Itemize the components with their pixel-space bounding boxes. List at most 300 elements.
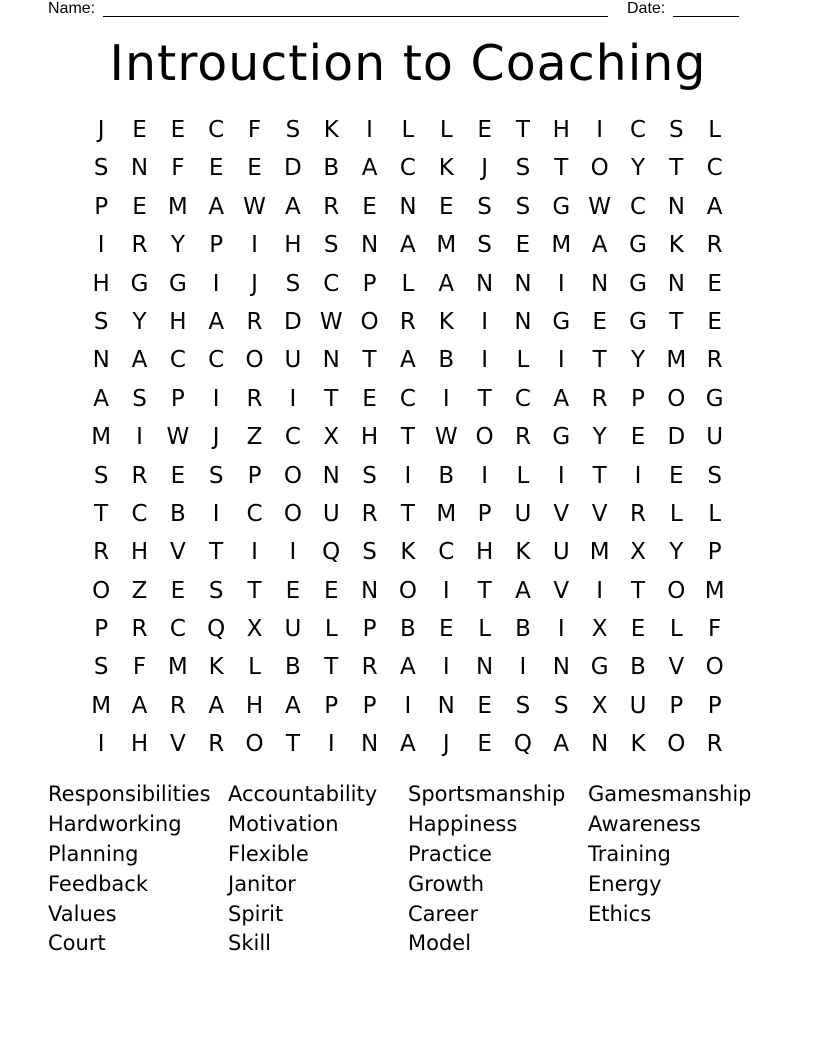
grid-letter: T [669,308,684,335]
grid-letter: R [706,232,723,259]
grid-letter: B [515,616,531,643]
grid-letter: I [251,539,258,566]
grid-letter: E [477,117,492,143]
grid-letter: N [437,692,455,719]
grid-letter: N [591,270,609,297]
word-bank-item: Model [408,931,472,956]
grid-letter: I [366,117,373,143]
grid-letter: L [439,117,453,143]
grid-letter: M [589,539,610,566]
grid-letter: I [557,270,565,297]
grid-row [82,572,734,610]
grid-letter: E [362,193,377,220]
grid-letter: M [436,232,457,259]
grid-letter: S [362,539,377,566]
word-bank-item: Accountability [228,782,378,806]
grid-letter: H [130,731,149,758]
grid-letter: Z [246,424,263,451]
grid-letter: B [438,347,455,374]
grid-letter: O [667,577,686,604]
grid-letter: M [91,424,112,451]
word-bank-item: Practice [408,841,492,866]
word-bank-item: Spirit [228,901,284,926]
grid-letter: I [136,424,143,451]
date-blank-line [673,0,739,17]
grid-letter: E [592,308,607,335]
grid-letter: E [247,155,262,182]
grid-letter: G [168,270,187,297]
grid-letter: I [557,347,565,374]
grid-letter: C [169,616,186,643]
grid-letter: E [132,117,147,143]
grid-letter: A [515,577,531,604]
grid-letter: L [401,270,415,297]
grid-letter: J [97,117,105,143]
grid-letter: L [516,462,530,489]
grid-letter: W [243,193,266,220]
grid-letter: I [596,117,604,143]
grid-letter: Y [132,308,147,335]
grid-letter: P [209,232,224,259]
grid-letter: R [361,500,378,527]
grid-letter: N [476,270,494,297]
grid-letter: V [553,577,570,604]
grid-letter: O [283,462,302,489]
grid-letter: I [212,270,220,297]
grid-letter: N [591,731,609,758]
grid-letter: M [666,347,687,374]
grid-letter: X [630,539,646,566]
grid-row [82,188,734,226]
date-label: Date: [627,0,666,17]
grid-letter: E [707,308,722,335]
grid-letter: A [285,692,301,719]
grid-letter: A [553,385,570,412]
grid-letter: H [552,117,570,143]
grid-letter: L [708,117,722,143]
grid-letter: A [93,385,110,412]
grid-row [82,457,734,495]
grid-letter: R [131,462,148,489]
grid-letter: E [132,193,147,220]
grid-letter: M [167,654,188,681]
grid-letter: R [514,424,531,451]
grid-letter: H [92,270,110,297]
grid-letter: N [514,270,532,297]
grid-letter: C [208,117,225,143]
grid-letter: K [668,232,684,259]
grid-letter: G [552,424,571,451]
grid-letter: I [251,232,258,259]
word-bank-item: Happiness [408,811,518,836]
grid-letter: I [442,577,450,604]
grid-letter: G [590,654,609,681]
grid-letter: O [283,500,302,527]
grid-letter: E [285,577,301,604]
grid-letter: E [630,424,646,451]
grid-letter: S [707,462,722,489]
grid-letter: A [400,731,416,758]
word-bank-item: Sportsmanship [408,782,566,806]
grid-letter: C [169,347,186,374]
grid-letter: K [438,308,454,335]
grid-letter: S [515,692,531,719]
grid-letter: Q [207,616,226,643]
grid-letter: U [706,424,724,451]
word-bank-item: Growth [408,871,485,896]
grid-letter: Y [630,347,646,374]
grid-letter: T [592,462,607,489]
grid-letter: X [246,616,263,643]
grid-letter: R [706,347,723,374]
grid-letter: A [208,692,225,719]
grid-letter: H [169,308,187,335]
grid-letter: E [362,385,377,412]
grid-row [82,303,734,341]
grid-letter: R [169,692,186,719]
grid-letter: O [245,731,264,758]
grid-letter: M [91,692,112,719]
grid-letter: A [400,232,416,259]
grid-letter: M [167,193,188,220]
word-bank-item: Responsibilities [48,782,211,806]
header-row [0,0,816,20]
grid-letter: A [131,692,148,719]
grid-letter: T [400,424,415,451]
grid-letter: C [399,155,416,182]
grid-letter: K [630,731,646,758]
word-bank-item: Court [48,931,106,956]
grid-letter: A [285,193,301,220]
grid-letter: H [284,232,302,259]
grid-letter: A [553,731,570,758]
grid-letter: E [707,270,722,297]
grid-letter: T [630,577,646,604]
grid-letter: I [481,308,488,335]
grid-letter: E [630,616,646,643]
grid-letter: U [629,692,647,719]
grid-letter: S [93,654,109,681]
grid-letter: T [247,577,262,604]
grid-letter: S [669,117,684,143]
grid-letter: B [285,654,301,681]
grid-letter: S [515,155,531,182]
grid-letter: J [442,731,450,758]
grid-letter: T [324,385,339,412]
grid-letter: N [667,270,685,297]
grid-letter: J [212,424,220,451]
grid-letter: H [475,539,494,566]
grid-letter: R [93,539,110,566]
grid-letter: A [400,347,416,374]
grid-letter: F [171,155,185,182]
grid-letter: A [131,347,148,374]
grid-letter: M [704,577,725,604]
grid-letter: C [399,385,416,412]
grid-letter: U [322,500,340,527]
grid-letter: G [130,270,149,297]
grid-letter: W [166,424,190,451]
grid-letter: V [553,500,570,527]
grid-letter: T [285,731,300,758]
grid-letter: B [323,155,340,182]
grid-letter: E [438,193,454,220]
grid-letter: O [590,155,609,182]
grid-letter: S [93,308,109,335]
grid-letter: R [246,308,263,335]
grid-letter: A [208,308,225,335]
grid-letter: N [92,347,110,374]
grid-letter: A [706,193,723,220]
grid-letter: N [476,654,494,681]
grid-letter: T [94,500,109,527]
grid-letter: K [400,539,416,566]
grid-row [82,495,734,533]
grid-row [82,149,734,187]
grid-letter: C [208,347,225,374]
grid-letter: E [170,577,186,604]
grid-letter: I [212,385,220,412]
grid-letter: W [434,424,458,451]
grid-letter: V [169,731,186,758]
grid-letter: O [398,577,417,604]
grid-letter: E [208,155,224,182]
word-bank-item: Motivation [228,811,339,836]
word-bank-item: Skill [228,931,271,956]
grid-letter: T [477,577,492,604]
grid-letter: P [362,270,377,297]
grid-letter: V [668,654,685,681]
grid-letter: P [669,692,684,719]
grid-letter: V [169,539,186,566]
grid-letter: K [208,654,224,681]
grid-letter: N [552,654,570,681]
grid-letter: C [514,385,531,412]
grid-letter: Q [322,539,341,566]
grid-letter: P [170,385,185,412]
grid-letter: H [130,539,149,566]
grid-letter: D [667,424,686,451]
grid-letter: B [400,616,416,643]
grid-letter: L [324,616,338,643]
grid-letter: N [322,347,340,374]
grid-row [82,226,734,264]
grid-row [82,725,734,763]
grid-letter: U [284,616,302,643]
grid-letter: P [94,616,109,643]
grid-letter: A [208,193,225,220]
grid-letter: S [132,385,147,412]
grid-letter: T [477,385,492,412]
grid-letter: T [515,117,530,143]
grid-letter: N [514,308,532,335]
grid-letter: Y [630,155,646,182]
grid-letter: I [481,347,488,374]
grid-letter: P [631,385,645,412]
name-label: Name: [48,0,96,17]
word-bank-item: Ethics [588,901,652,926]
grid-letter: T [669,155,684,182]
grid-letter: V [591,500,608,527]
grid-letter: I [289,385,297,412]
grid-letter: S [208,462,224,489]
grid-letter: O [667,385,686,412]
grid-letter: P [247,462,262,489]
grid-letter: U [284,347,302,374]
grid-letter: F [132,654,147,681]
grid-letter: C [323,270,340,297]
grid-letter: B [630,654,646,681]
grid-letter: P [324,692,339,719]
grid-row [82,418,734,456]
grid-letter: I [212,500,220,527]
word-search-grid [82,111,734,764]
grid-letter: K [515,539,531,566]
word-bank-item: Career [408,901,479,926]
grid-letter: C [438,539,455,566]
grid-letter: Z [131,577,148,604]
grid-letter: R [706,731,723,758]
grid-letter: T [554,155,569,182]
grid-letter: S [93,462,109,489]
grid-letter: O [475,424,494,451]
grid-letter: N [360,731,379,758]
grid-letter: C [629,117,647,143]
grid-letter: L [401,117,415,143]
grid-letter: C [284,424,301,451]
grid-letter: A [591,232,608,259]
grid-row [82,648,734,686]
grid-letter: Q [513,731,532,758]
grid-letter: E [669,462,684,489]
grid-letter: E [515,232,531,259]
word-bank-item: Hardworking [48,811,182,836]
grid-letter: T [209,539,224,566]
grid-row [82,610,734,648]
word-bank-item: Flexible [228,841,309,866]
grid-letter: N [360,577,379,604]
grid-letter: M [436,500,457,527]
word-bank-item: Energy [588,871,662,896]
grid-letter: P [362,692,377,719]
grid-letter: J [481,155,488,182]
grid-letter: N [322,462,340,489]
grid-letter: E [477,692,492,719]
grid-letter: R [399,308,416,335]
grid-row [82,265,734,303]
grid-letter: I [97,731,105,758]
grid-letter: P [707,539,722,566]
grid-letter: M [551,232,572,259]
grid-letter: O [92,577,111,604]
grid-letter: I [481,462,488,489]
word-bank [48,780,768,959]
grid-letter: C [706,155,723,182]
grid-letter: E [438,616,454,643]
grid-letter: I [634,462,642,489]
grid-letter: N [130,155,149,182]
grid-letter: D [284,308,302,335]
grid-letter: L [708,500,722,527]
grid-letter: I [442,385,450,412]
grid-letter: S [285,270,301,297]
grid-letter: C [131,500,148,527]
word-bank-item: Feedback [48,871,149,896]
grid-letter: S [515,193,531,220]
grid-letter: R [323,193,340,220]
grid-letter: Y [170,232,185,259]
name-blank-line [103,0,608,17]
grid-letter: R [131,616,148,643]
grid-letter: E [323,577,339,604]
grid-letter: S [477,232,492,259]
grid-letter: R [131,232,148,259]
grid-letter: L [516,347,530,374]
grid-letter: G [552,193,571,220]
grid-letter: T [592,347,607,374]
grid-letter: X [591,616,608,643]
grid-letter: P [477,500,492,527]
grid-letter: B [169,500,186,527]
grid-letter: I [519,654,527,681]
word-bank-item: Values [48,901,117,926]
grid-letter: I [442,654,450,681]
grid-letter: R [246,385,263,412]
grid-letter: C [246,500,263,527]
grid-letter: R [629,500,646,527]
grid-row [82,687,734,725]
grid-letter: K [438,155,454,182]
grid-letter: A [361,155,378,182]
word-bank-item: Training [588,841,671,866]
grid-letter: I [404,462,412,489]
grid-letter: F [708,616,722,643]
word-bank-item: Planning [48,841,139,866]
grid-letter: I [97,232,105,259]
grid-letter: U [514,500,532,527]
grid-letter: G [629,270,647,297]
grid-letter: W [319,308,343,335]
grid-letter: S [553,692,569,719]
grid-letter: J [251,270,258,297]
grid-letter: G [705,385,724,412]
grid-row [82,533,734,571]
grid-letter: P [707,692,722,719]
grid-letter: R [361,654,378,681]
grid-letter: Y [592,424,607,451]
grid-letter: A [400,654,416,681]
grid-letter: H [245,692,264,719]
grid-letter: E [170,462,186,489]
word-bank-item: Janitor [228,871,296,896]
grid-letter: C [629,193,647,220]
grid-letter: L [478,616,492,643]
grid-letter: O [667,731,686,758]
grid-letter: I [289,539,297,566]
grid-letter: L [248,654,261,681]
grid-row [82,111,734,149]
grid-letter: K [323,117,339,143]
grid-letter: E [477,731,492,758]
grid-letter: R [208,731,225,758]
grid-letter: I [596,577,604,604]
grid-letter: U [552,539,570,566]
grid-letter: X [323,424,340,451]
grid-letter: W [588,193,612,220]
grid-letter: Y [669,539,684,566]
grid-letter: F [247,117,262,143]
grid-letter: P [94,193,109,220]
